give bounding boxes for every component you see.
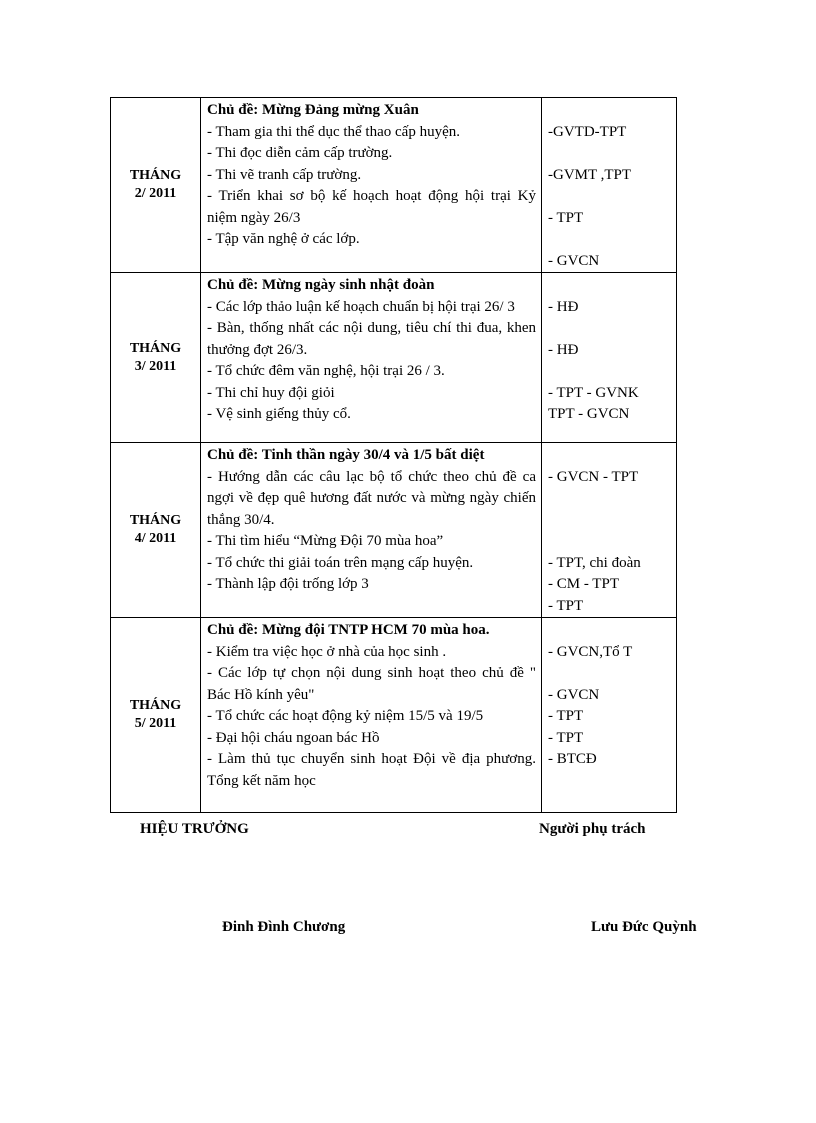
activities-cell xyxy=(201,618,542,813)
responsible-item: - TPT xyxy=(548,729,584,746)
plan-table xyxy=(110,97,677,813)
month-row xyxy=(111,98,677,273)
activity-item: - Đại hội cháu ngoan bác Hồ xyxy=(207,729,380,746)
activity-item: - Thành lập đội trống lớp 3 xyxy=(207,576,369,592)
activity-item: - Thi đọc diễn cảm cấp trường. xyxy=(207,145,393,161)
responsible-item xyxy=(548,361,672,383)
responsible-item xyxy=(548,445,672,467)
activity-item: - Bàn, thống nhất các nội dung, tiêu chí thi đua, khen thưởng đợt 26/3. xyxy=(207,320,536,358)
activity-item: - Tổ chức thi giải toán trên mạng cấp huyện. xyxy=(207,554,474,571)
responsible-item: - TPT xyxy=(548,209,584,226)
responsible-item: -GVTD-TPT xyxy=(548,123,627,140)
activity-item: - Tham gia thi thể dục thể thao cấp huyện. xyxy=(207,123,460,140)
responsible-item xyxy=(548,510,672,532)
responsible-item xyxy=(548,663,672,685)
month-cell xyxy=(111,618,201,813)
responsible-item: - GVCN,Tổ T xyxy=(548,643,633,660)
theme-heading: Chủ đề: Tinh thần ngày 30/4 và 1/5 bất diệt xyxy=(207,447,485,463)
activities-cell xyxy=(201,273,542,443)
month-cell xyxy=(111,443,201,618)
responsible-item: - GVCN - TPT xyxy=(548,468,639,485)
responsible-item: - GVCN xyxy=(548,686,600,703)
activity-item: - Thi vẽ tranh cấp trường. xyxy=(207,166,362,183)
responsible-item xyxy=(548,186,672,208)
month-label: THÁNG xyxy=(129,698,182,713)
theme-heading: Chủ đề: Mừng đội TNTP HCM 70 mùa hoa. xyxy=(207,622,490,638)
activity-item: - Các lớp tự chọn nội dung sinh hoạt theo chủ đề " Bác Hồ kính yêu" xyxy=(207,665,536,703)
principal-name: Đinh Đình Chương xyxy=(222,919,346,935)
month-date: 5/ 2011 xyxy=(134,716,177,731)
activity-item: - Tổ chức đêm văn nghệ, hội trại 26 / 3. xyxy=(207,363,445,379)
activities-cell xyxy=(201,443,542,618)
activity-item: - Các lớp thảo luận kế hoạch chuẩn bị hội trại 26/ 3 xyxy=(207,298,515,315)
month-cell xyxy=(111,273,201,443)
responsible-item: - GVCN xyxy=(548,252,600,269)
responsible-item xyxy=(548,100,672,122)
responsible-cell xyxy=(542,443,677,618)
responsible-item: -GVMT ,TPT xyxy=(548,166,632,183)
responsible-item xyxy=(548,488,672,510)
month-label: THÁNG xyxy=(129,168,182,183)
responsible-item: - TPT, chi đoàn xyxy=(548,554,641,571)
responsible-item: TPT - GVCN xyxy=(548,406,630,422)
responsible-item xyxy=(548,275,672,297)
responsible-item: - CM - TPT xyxy=(548,576,619,592)
responsible-item: - TPT xyxy=(548,597,584,614)
month-label: THÁNG xyxy=(129,513,182,528)
month-date: 3/ 2011 xyxy=(134,358,177,374)
responsible-cell xyxy=(542,98,677,273)
responsible-item xyxy=(548,531,672,553)
activities-cell xyxy=(201,98,542,273)
responsible-item: - TPT - GVNK xyxy=(548,384,639,401)
activity-item: - Vệ sinh giếng thủy cổ. xyxy=(207,406,351,422)
activity-item: - Thi tìm hiểu “Mừng Đội 70 mùa hoa” xyxy=(207,533,444,549)
month-cell xyxy=(111,98,201,273)
month-row xyxy=(111,443,677,618)
month-label: THÁNG xyxy=(129,340,182,356)
responsible-item xyxy=(548,229,672,251)
supervisor-title: Người phụ trách xyxy=(539,821,646,837)
responsible-item xyxy=(548,318,672,340)
responsible-cell xyxy=(542,618,677,813)
activity-item: - Làm thủ tục chuyển sinh hoạt Đội về địa phương. Tổng kết năm học xyxy=(207,751,536,789)
responsible-item xyxy=(548,620,672,642)
responsible-item xyxy=(548,143,672,165)
responsible-item: - TPT xyxy=(548,708,584,724)
month-row xyxy=(111,618,677,813)
activity-item: - Hướng dẫn các câu lạc bộ tổ chức theo chủ đề ca ngợi về đẹp quê hương đất nước và mừng ngày chiến thắng 30/4. xyxy=(207,468,536,528)
month-row xyxy=(111,273,677,443)
principal-title: HIỆU TRƯỞNG xyxy=(140,821,249,837)
theme-heading: Chủ đề: Mừng ngày sinh nhật đoàn xyxy=(207,277,435,293)
month-date: 4/ 2011 xyxy=(134,531,177,546)
responsible-item: - HĐ xyxy=(548,298,579,315)
supervisor-name: Lưu Đức Quỳnh xyxy=(591,919,697,935)
activity-item: - Tập văn nghệ ở các lớp. xyxy=(207,231,360,247)
theme-heading: Chủ đề: Mừng Đảng mừng Xuân xyxy=(207,102,419,118)
responsible-cell xyxy=(542,273,677,443)
activity-item: - Thi chỉ huy đội giỏi xyxy=(207,384,335,401)
responsible-item: - BTCĐ xyxy=(548,751,597,767)
activity-item: - Triển khai sơ bộ kế hoạch hoạt động hội trại Kỷ niệm ngày 26/3 xyxy=(207,188,536,226)
month-date: 2/ 2011 xyxy=(134,186,177,201)
activity-item: - Tổ chức các hoạt động kỷ niệm 15/5 và 19/5 xyxy=(207,708,484,724)
activity-item: - Kiểm tra việc học ở nhà của học sinh . xyxy=(207,643,447,660)
responsible-item: - HĐ xyxy=(548,341,579,358)
